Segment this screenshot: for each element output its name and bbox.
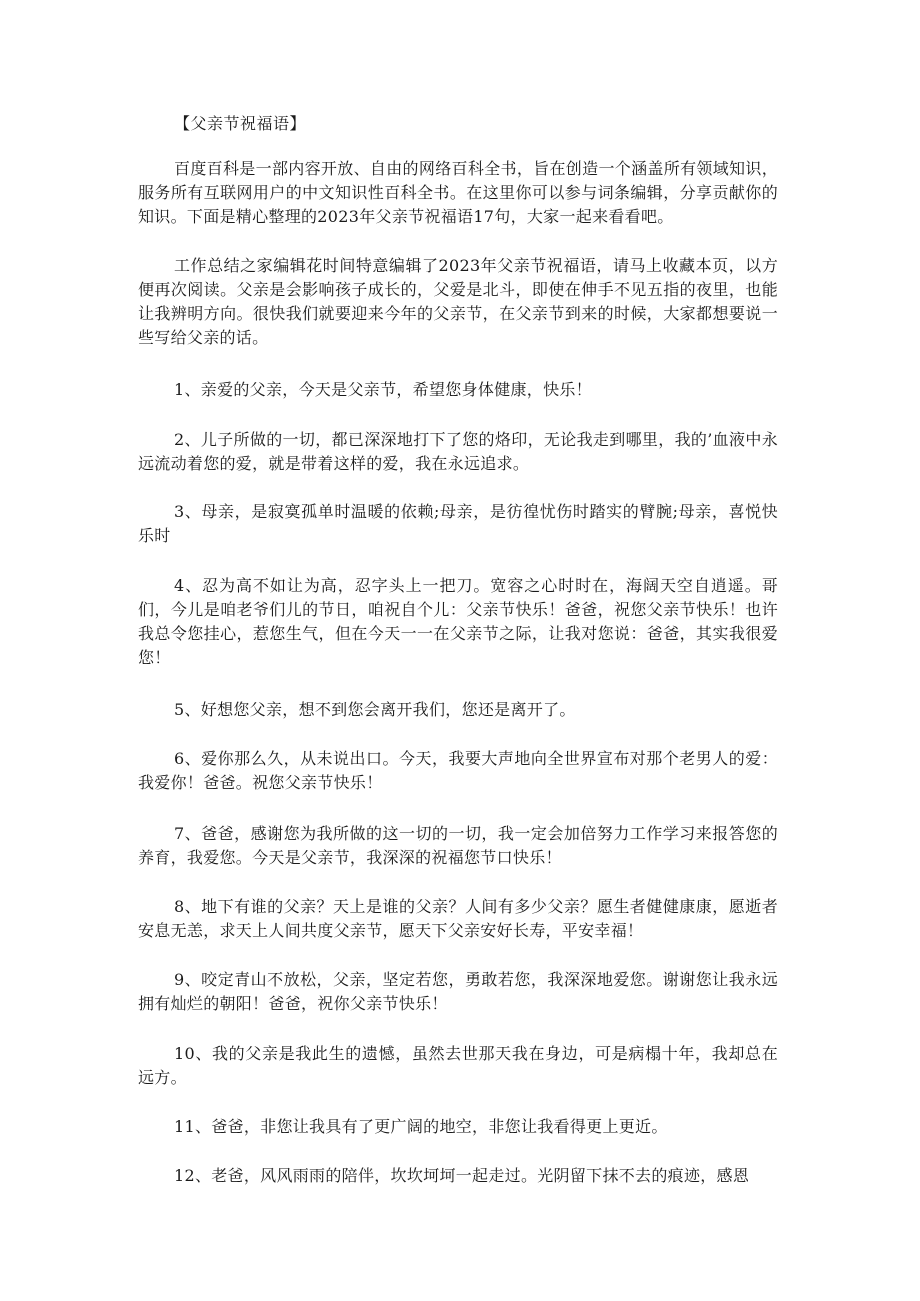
wish-item-1: 1、亲爱的父亲，今天是父亲节，希望您身体健康，快乐！	[174, 380, 592, 399]
wish-item-10: 10、我的父亲是我此生的遗憾，虽然去世那天我在身边，可是病榻十年，我却总在远方。	[138, 1044, 778, 1087]
wish-item-3: 3、母亲，是寂寞孤单时温暖的依赖;母亲，是彷徨忧伤时踏实的臂腕;母亲，喜悦快乐时	[138, 502, 778, 545]
wish-item-12: 12、老爸，风风雨雨的陪伴，坎坎坷坷一起走过。光阴留下抹不去的痕迹，感恩	[174, 1166, 750, 1185]
document-title: 【父亲节祝福语】	[174, 114, 307, 133]
intro-paragraph-1: 百度百科是一部内容开放、自由的网络百科全书，旨在创造一个涵盖所有领域知识，服务所有互联网用户的中文知识性百科全书。在这里你可以参与词条编辑，分享贡献你的知识。下面是精心整理的2023年父亲节祝福语17句，大家一起来看看吧。	[138, 159, 778, 226]
wish-item-9: 9、咬定青山不放松，父亲，坚定若您，勇敢若您，我深深地爱您。谢谢您让我永远拥有灿烂的朝阳！爸爸，祝你父亲节快乐！	[138, 970, 778, 1013]
wish-item-2: 2、儿子所做的一切，都已深深地打下了您的烙印，无论我走到哪里，我的’血液中永远流动着您的爱，就是带着这样的爱，我在永远追求。	[138, 430, 778, 473]
wish-item-4: 4、忍为高不如让为高，忍字头上一把刀。宽容之心时时在，海阔天空自逍遥。哥们，今儿是咱老爷们儿的节日，咱祝自个儿：父亲节快乐！爸爸，祝您父亲节快乐！也许我总令您挂心，惹您生气，但在今天一一在父亲节之际，让我对您说：爸爸，其实我很爱您！	[138, 576, 778, 667]
wish-item-5: 5、好想您父亲，想不到您会离开我们，您还是离开了。	[174, 700, 576, 719]
intro-paragraph-2: 工作总结之家编辑花时间特意编辑了2023年父亲节祝福语，请马上收藏本页，以方便再次阅读。父亲是会影响孩子成长的，父爱是北斗，即使在伸手不见五指的夜里，也能让我辨明方向。很快我们就要迎来今年的父亲节，在父亲节到来的时候，大家都想要说一些写给父亲的话。	[138, 256, 778, 347]
wish-item-6: 6、爱你那么久，从未说出口。今天，我要大声地向全世界宣布对那个老男人的爱：我爱你！爸爸。祝您父亲节快乐！	[138, 749, 778, 792]
wish-item-7: 7、爸爸，感谢您为我所做的这一切的一切，我一定会加倍努力工作学习来报答您的养育，我爱您。今天是父亲节，我深深的祝福您节口快乐！	[138, 824, 778, 867]
wish-item-8: 8、地下有谁的父亲？天上是谁的父亲？人间有多少父亲？愿生者健健康康，愿逝者安息无恙，求天上人间共度父亲节，愿天下父亲安好长寿，平安幸福！	[138, 897, 778, 940]
wish-item-11: 11、爸爸，非您让我具有了更广阔的地空，非您让我看得更上更近。	[174, 1117, 668, 1136]
